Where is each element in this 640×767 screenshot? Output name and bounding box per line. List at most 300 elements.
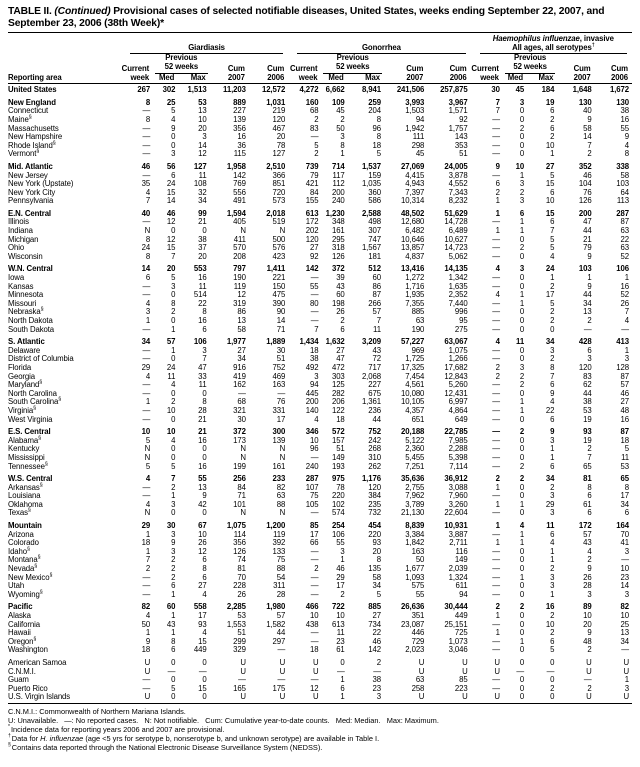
- value-cell: 10,105: [401, 397, 425, 407]
- table-row: [8, 347, 632, 356]
- value-cell: 2: [550, 354, 555, 364]
- value-cell: 2,068: [361, 371, 381, 381]
- reporting-area-cell: Arkansas§: [8, 482, 43, 492]
- value-cell: 500: [272, 234, 286, 244]
- value-cell: N: [279, 444, 286, 454]
- value-cell: 163: [411, 546, 425, 556]
- value-cell: 84: [237, 482, 246, 492]
- value-cell: 360: [368, 187, 381, 197]
- value-cell: —: [492, 581, 500, 591]
- value-cell: 93: [198, 619, 207, 629]
- value-cell: 2: [587, 645, 592, 655]
- value-cell: 3: [519, 179, 525, 189]
- value-cell: 797: [233, 264, 246, 274]
- value-cell: 467: [272, 123, 286, 133]
- value-cell: 29: [545, 499, 555, 509]
- value-cell: 351: [411, 611, 425, 620]
- section-marker: §: [28, 114, 32, 121]
- value-cell: —: [492, 149, 500, 159]
- reporting-area-cell: California: [8, 619, 40, 629]
- value-cell: 11: [198, 281, 207, 291]
- value-cell: 14: [276, 316, 286, 325]
- value-cell: 83: [583, 371, 592, 381]
- table-row: [8, 685, 632, 694]
- corner-spacer: [8, 35, 121, 54]
- value-cell: 12: [309, 683, 319, 693]
- table-row: [8, 437, 632, 446]
- value-cell: 48,502: [401, 208, 425, 218]
- value-cell: —: [492, 529, 500, 539]
- value-cell: 0: [519, 491, 525, 501]
- value-cell: 0: [519, 316, 525, 325]
- value-cell: 1: [321, 693, 347, 703]
- value-cell: —: [492, 234, 500, 244]
- value-cell: 1: [495, 482, 500, 492]
- footnote-section: §Contains data reported through the National Electronic Disease Surveillance System (NEDSS).: [8, 742, 323, 752]
- value-cell: 55: [336, 538, 345, 548]
- value-cell: —: [310, 452, 319, 462]
- value-cell: 108: [193, 179, 207, 189]
- value-cell: 1,200: [266, 521, 286, 531]
- reporting-area-cell: Connecticut: [8, 106, 49, 116]
- value-cell: 0: [519, 435, 525, 445]
- reporting-area-cell: E.N. Central: [8, 208, 51, 218]
- value-cell: 0: [550, 657, 555, 667]
- reporting-area-cell: Minnesota: [8, 290, 44, 300]
- value-cell: —: [492, 414, 500, 424]
- value-cell: 2: [145, 564, 151, 574]
- value-cell: 0: [519, 657, 525, 667]
- value-cell: —: [142, 414, 151, 424]
- value-cell: —: [492, 123, 500, 133]
- value-cell: —: [198, 666, 207, 676]
- value-cell: 454: [368, 521, 381, 531]
- value-cell: —: [277, 645, 286, 655]
- value-cell: —: [621, 324, 629, 334]
- reporting-area-cell: Montana§: [8, 554, 41, 565]
- table-row: [8, 416, 632, 425]
- value-cell: 38: [309, 354, 319, 364]
- value-cell: 975: [331, 474, 345, 484]
- value-cell: 259: [368, 97, 381, 107]
- value-cell: 2: [495, 362, 500, 372]
- value-cell: 4,357: [405, 405, 425, 415]
- value-cell: 5: [550, 298, 555, 308]
- table-header: [8, 35, 632, 83]
- value-cell: 282: [331, 388, 345, 398]
- footnote-cnmi: C.N.M.I.: Commonwealth of Northern Mariana Islands.: [8, 706, 186, 716]
- value-cell: 302: [153, 84, 178, 95]
- value-cell: 1,977: [226, 337, 246, 347]
- table-row: [8, 317, 632, 326]
- value-cell: 1,672: [595, 84, 632, 95]
- dagger-marker: †: [8, 733, 11, 740]
- value-cell: 2,023: [405, 645, 425, 655]
- value-cell: N: [144, 226, 151, 236]
- section-marker: §: [39, 379, 43, 386]
- value-cell: 0: [519, 619, 525, 629]
- value-cell: 574: [331, 508, 345, 518]
- value-cell: 10: [166, 427, 176, 437]
- value-cell: 38: [198, 234, 207, 244]
- value-cell: 53: [237, 611, 246, 620]
- table-row: [8, 398, 632, 407]
- value-cell: —: [492, 444, 500, 454]
- value-cell: 43: [166, 619, 176, 629]
- value-cell: 149: [331, 452, 345, 462]
- section-marker: §: [52, 140, 56, 147]
- value-cell: 0: [171, 508, 176, 518]
- table-row: [8, 84, 632, 95]
- reporting-area-cell: Vermont§: [8, 148, 40, 159]
- value-cell: 14,723: [444, 243, 468, 253]
- value-cell: 2: [519, 371, 525, 381]
- value-cell: 16: [620, 281, 629, 291]
- value-cell: 119: [233, 281, 246, 291]
- value-cell: 12: [198, 149, 207, 159]
- value-cell: 5: [314, 140, 319, 150]
- value-cell: 48: [620, 405, 629, 415]
- value-cell: 1,582: [266, 619, 286, 629]
- value-cell: 200: [305, 397, 319, 407]
- value-cell: 159: [368, 170, 381, 180]
- value-cell: 0: [171, 132, 176, 142]
- value-cell: 7: [624, 307, 629, 317]
- section-marker: §: [33, 405, 36, 412]
- table-row: [8, 381, 632, 390]
- value-cell: —: [492, 675, 500, 685]
- section-marker: §: [44, 460, 48, 467]
- group-title-italic: Haemophilus influenzae: [492, 34, 580, 44]
- value-cell: 71: [237, 491, 246, 501]
- value-cell: 96: [309, 444, 319, 454]
- value-cell: 17: [545, 290, 555, 300]
- value-cell: —: [492, 273, 500, 283]
- value-cell: 63: [276, 491, 286, 501]
- value-cell: 346: [305, 427, 319, 437]
- value-cell: 200: [331, 187, 345, 197]
- reporting-area-cell: Wyoming§: [8, 589, 43, 599]
- footnote-dagger: †Data for H. influenzae (age <5 yrs for serotype b, nonserotype b, and unknown serotype) are available in Table I.: [8, 733, 380, 743]
- value-cell: 10: [545, 619, 555, 629]
- value-cell: 75: [309, 491, 319, 501]
- value-cell: 1,272: [405, 273, 425, 283]
- value-cell: 26: [583, 572, 592, 582]
- value-cell: 219: [272, 106, 286, 116]
- value-cell: 2: [340, 589, 345, 599]
- value-cell: 11: [621, 452, 629, 462]
- value-cell: 10: [620, 611, 629, 620]
- value-cell: 60: [166, 602, 176, 612]
- value-cell: 0: [519, 589, 525, 599]
- value-cell: 1: [519, 572, 525, 582]
- value-cell: 7: [376, 316, 381, 325]
- value-cell: 12: [198, 546, 207, 556]
- value-cell: 24: [545, 264, 555, 274]
- value-cell: 4: [202, 628, 207, 638]
- value-cell: 1,980: [266, 602, 286, 612]
- section-marker: §: [8, 742, 11, 749]
- value-cell: 405: [233, 217, 246, 227]
- table-row: [8, 206, 632, 219]
- value-cell: 7: [587, 140, 592, 150]
- value-cell: 36: [237, 140, 246, 150]
- value-cell: 10: [545, 196, 555, 206]
- value-cell: 0: [171, 675, 176, 685]
- subheader-row-1: [8, 54, 632, 73]
- value-cell: 63,067: [444, 337, 468, 347]
- value-cell: 0: [153, 693, 178, 703]
- value-cell: 2: [519, 461, 525, 471]
- value-cell: 732: [368, 508, 381, 518]
- value-cell: 71: [276, 324, 286, 334]
- value-cell: 10,314: [401, 196, 425, 206]
- table-row: [8, 599, 632, 612]
- value-cell: 4: [550, 538, 555, 548]
- value-cell: 572: [331, 427, 345, 437]
- dagger-marker: †: [591, 42, 595, 49]
- value-cell: 8,232: [448, 196, 468, 206]
- table-row: [8, 424, 632, 437]
- value-cell: 4: [495, 290, 500, 300]
- section-marker: §: [40, 306, 44, 313]
- value-cell: 1: [495, 499, 500, 509]
- value-cell: U: [384, 693, 427, 703]
- value-cell: 30: [276, 345, 286, 355]
- table-row: [8, 236, 632, 245]
- value-cell: 739: [305, 161, 319, 171]
- value-cell: 26: [198, 538, 207, 548]
- value-cell: 34: [237, 354, 246, 364]
- value-cell: —: [492, 572, 500, 582]
- value-cell: 92: [309, 251, 319, 261]
- value-cell: 8,839: [405, 521, 425, 531]
- value-cell: 1: [519, 529, 525, 539]
- value-cell: 36,912: [444, 474, 468, 484]
- value-cell: 1,553: [226, 619, 246, 629]
- value-cell: 3,088: [448, 482, 468, 492]
- value-cell: 67: [198, 521, 207, 531]
- value-cell: 41: [620, 538, 629, 548]
- value-cell: 1,361: [361, 397, 381, 407]
- value-cell: —: [142, 290, 151, 300]
- value-cell: 46: [141, 161, 151, 171]
- value-cell: 87: [620, 217, 629, 227]
- value-cell: 6: [550, 106, 555, 116]
- reporting-area-cell: Colorado: [8, 538, 39, 548]
- value-cell: —: [492, 645, 500, 655]
- value-cell: 19: [545, 97, 555, 107]
- value-cell: 9: [587, 281, 592, 291]
- value-cell: 10: [309, 611, 319, 620]
- value-cell: 8: [624, 482, 629, 492]
- value-cell: 573: [272, 196, 286, 206]
- value-cell: 734: [368, 619, 381, 629]
- value-cell: 1: [495, 538, 500, 548]
- value-cell: 228: [233, 581, 246, 591]
- value-cell: 235: [368, 499, 381, 509]
- value-cell: 411: [233, 234, 246, 244]
- value-cell: 1: [145, 316, 151, 325]
- value-cell: U: [121, 693, 153, 703]
- value-cell: 916: [233, 362, 246, 372]
- value-cell: 1: [495, 196, 500, 206]
- value-cell: —: [621, 645, 629, 655]
- value-cell: 5: [550, 234, 555, 244]
- reporting-area-cell: Mid. Atlantic: [8, 161, 53, 171]
- value-cell: 0: [519, 611, 525, 620]
- table-row: [8, 693, 632, 703]
- value-cell: 2: [587, 683, 592, 693]
- value-cell: —: [310, 273, 319, 283]
- value-cell: —: [310, 581, 319, 591]
- value-cell: 4: [171, 435, 176, 445]
- value-cell: 3,260: [448, 499, 468, 509]
- reporting-area-cell: New Jersey: [8, 170, 48, 180]
- value-cell: 45: [503, 84, 527, 95]
- value-cell: 2: [340, 114, 345, 124]
- value-cell: 106: [331, 529, 345, 539]
- value-cell: 491: [233, 196, 246, 206]
- value-cell: —: [142, 106, 151, 116]
- value-cell: N: [144, 508, 151, 518]
- value-cell: 79: [309, 170, 319, 180]
- value-cell: 21: [198, 427, 207, 437]
- value-cell: 318: [331, 243, 345, 253]
- value-cell: 0: [519, 114, 525, 124]
- table-row: [8, 125, 632, 134]
- table-row: [8, 445, 632, 454]
- value-cell: 356: [233, 538, 246, 548]
- value-cell: 1: [519, 538, 525, 548]
- value-cell: 4: [550, 397, 555, 407]
- value-cell: 267: [121, 84, 153, 95]
- value-cell: 5: [376, 589, 381, 599]
- value-cell: 419: [233, 371, 246, 381]
- value-cell: 9: [495, 161, 500, 171]
- value-cell: 120: [272, 114, 286, 124]
- value-cell: 1: [171, 589, 176, 599]
- value-cell: 12,843: [444, 371, 468, 381]
- value-cell: —: [142, 345, 151, 355]
- value-cell: 885: [368, 602, 381, 612]
- table-row: [8, 334, 632, 347]
- value-cell: 47: [583, 217, 592, 227]
- value-cell: 5,122: [405, 435, 425, 445]
- reporting-area-cell: Illinois: [8, 217, 29, 227]
- value-cell: 63: [415, 675, 425, 685]
- value-cell: 413: [616, 337, 629, 347]
- value-cell: 15: [545, 179, 555, 189]
- value-cell: 81: [237, 564, 246, 574]
- value-cell: 0: [202, 444, 207, 454]
- value-cell: 3,209: [361, 337, 381, 347]
- value-cell: 0: [202, 388, 207, 398]
- value-cell: 1,434: [299, 337, 319, 347]
- value-cell: 1,594: [226, 208, 246, 218]
- value-cell: 262: [368, 461, 381, 471]
- value-cell: 611: [455, 581, 468, 591]
- value-cell: 2: [171, 572, 176, 582]
- reporting-area-cell: New Hampshire: [8, 132, 63, 142]
- table-row: [8, 454, 632, 463]
- value-cell: 472: [331, 362, 345, 372]
- value-cell: 65: [620, 474, 629, 484]
- value-cell: 15: [198, 683, 207, 693]
- value-cell: 14: [198, 140, 207, 150]
- value-cell: —: [492, 508, 500, 518]
- value-cell: 714: [331, 161, 345, 171]
- value-cell: 18: [309, 345, 319, 355]
- value-cell: 1: [171, 345, 176, 355]
- value-cell: 99: [198, 208, 207, 218]
- value-cell: 1,889: [266, 337, 286, 347]
- value-cell: 1,073: [448, 636, 468, 646]
- value-cell: 0: [202, 657, 207, 667]
- reporting-area-cell: U.S. Virgin Islands: [8, 693, 121, 703]
- value-cell: 7,960: [448, 491, 468, 501]
- table-row: [8, 189, 632, 198]
- value-cell: 2: [519, 602, 525, 612]
- value-cell: 2,288: [448, 444, 468, 454]
- value-cell: 89: [583, 602, 592, 612]
- value-cell: 117: [332, 170, 345, 180]
- value-cell: 86: [372, 281, 381, 291]
- value-cell: 4,272: [288, 84, 321, 95]
- value-cell: U: [249, 693, 288, 703]
- footnote-star: *Incidence data for reporting years 2006 and 2007 are provisional.: [8, 724, 225, 734]
- value-cell: 7: [587, 452, 592, 462]
- value-cell: 26: [237, 589, 246, 599]
- col-header-cum-2007: Cum 2007: [406, 63, 424, 82]
- value-cell: 5: [145, 461, 151, 471]
- value-cell: 2: [495, 602, 500, 612]
- value-cell: 30: [471, 84, 503, 95]
- table-row: [8, 463, 632, 472]
- value-cell: 0: [171, 140, 176, 150]
- value-cell: 103: [578, 264, 592, 274]
- group-header-h-influenzae: [471, 35, 632, 54]
- table-row: [8, 565, 632, 574]
- value-cell: 1,075: [448, 345, 468, 355]
- value-cell: 76: [583, 187, 592, 197]
- value-cell: 1,757: [448, 123, 468, 133]
- value-cell: 310: [368, 452, 381, 462]
- value-cell: 1: [519, 290, 525, 300]
- value-cell: 29: [141, 521, 151, 531]
- value-cell: 57: [583, 529, 592, 539]
- value-cell: 2: [171, 397, 176, 407]
- value-cell: 10: [166, 405, 176, 415]
- value-cell: 93: [583, 427, 592, 437]
- value-cell: 2,588: [361, 208, 381, 218]
- value-cell: 4: [202, 589, 207, 599]
- value-cell: 101: [233, 499, 246, 509]
- value-cell: 1: [624, 675, 629, 685]
- value-cell: 220: [368, 529, 381, 539]
- value-cell: 94: [309, 380, 319, 390]
- value-cell: 52: [620, 251, 629, 261]
- reporting-area-cell: South Carolina§: [8, 396, 62, 407]
- col-header-cum-2007: Cum 2007: [227, 63, 245, 82]
- value-cell: —: [142, 482, 151, 492]
- group-header-row: [8, 35, 632, 54]
- value-cell: U: [462, 666, 468, 676]
- value-cell: 3: [624, 546, 629, 556]
- value-cell: 5: [145, 435, 151, 445]
- value-cell: 0: [550, 324, 555, 334]
- value-cell: 44: [372, 414, 381, 424]
